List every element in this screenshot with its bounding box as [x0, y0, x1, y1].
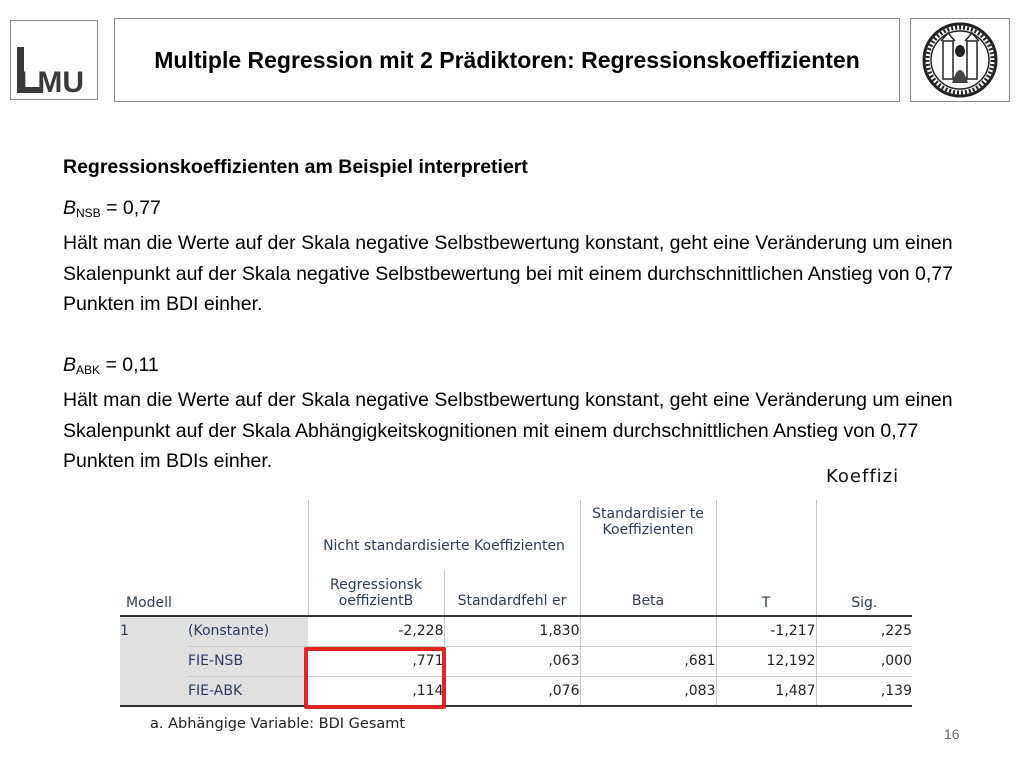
header-beta: Beta — [580, 570, 716, 616]
section-heading: Regressionskoeffizienten am Beispiel interpretiert — [63, 156, 528, 178]
highlight-box — [304, 647, 446, 709]
slide-title: Multiple Regression mit 2 Prädiktoren: Regressionskoeffizienten — [114, 18, 900, 102]
university-seal-icon — [919, 21, 1001, 99]
cell-t: 12,192 — [716, 646, 816, 676]
cell-b: -2,228 — [308, 616, 444, 646]
header-t: T — [716, 570, 816, 616]
cell-b: ,771 — [308, 646, 444, 676]
cell-b: ,114 — [308, 676, 444, 706]
model-number: 1 — [120, 616, 188, 706]
university-seal — [910, 18, 1010, 102]
cell-t: -1,217 — [716, 616, 816, 646]
table-row — [120, 646, 912, 676]
cell-se: ,076 — [444, 676, 580, 706]
lmu-logo-icon — [11, 21, 97, 99]
header-se: Standardfehl er — [444, 570, 580, 616]
header-standardized: Standardisier te Koeffizienten — [580, 500, 716, 570]
cell-beta: ,083 — [580, 676, 716, 706]
header-modell: Modell — [126, 595, 172, 611]
cell-sig: ,000 — [816, 646, 912, 676]
coefficient-nsb-label: $B_{NSB} = 0,77$ — [63, 196, 161, 220]
cell-sig: ,225 — [816, 616, 912, 646]
cell-se: ,063 — [444, 646, 580, 676]
row-label: FIE-NSB — [188, 646, 308, 676]
cell-se: 1,830 — [444, 616, 580, 646]
header-sig: Sig. — [816, 570, 912, 616]
table-row — [120, 616, 912, 646]
slide-body — [63, 152, 983, 477]
cell-sig: ,139 — [816, 676, 912, 706]
coefficient-abk-label: $B_{ABK} = 0,11$ — [63, 353, 159, 377]
table-row — [120, 676, 912, 706]
row-label: (Konstante) — [188, 616, 308, 646]
coefficients-table — [120, 500, 912, 707]
row-label: FIE-ABK — [188, 676, 308, 706]
coefficient-abk-text: Hält man die Werte auf der Skala negative Selbstbewertung konstant, geht eine Veränderung um einen Skalenpunkt auf der Skala Abhängigkeitskognitionen mit einem durchschnittlichen Anstieg von 0,77 Punkten im BDIs einher. — [63, 389, 953, 472]
header-b: Regressionsk oeffizientB — [308, 570, 444, 616]
page-number: 16 — [944, 726, 960, 742]
cell-beta: ,681 — [580, 646, 716, 676]
lmu-logo — [10, 20, 98, 100]
coefficient-nsb-text: Hält man die Werte auf der Skala negative Selbstbewertung konstant, geht eine Veränderung um einen Skalenpunkt auf der Skala negative Selbstbewertung bei mit einem durchschnittlichen Anstieg von 0,77 Punkten im BDI einher. — [63, 232, 953, 315]
cell-beta — [580, 616, 716, 646]
header-unstandardized: Nicht standardisierte Koeffizienten — [308, 500, 580, 570]
cell-t: 1,487 — [716, 676, 816, 706]
table-footnote: a. Abhängige Variable: BDI Gesamt — [150, 716, 406, 732]
spss-table-title: Koeffizi — [826, 466, 900, 487]
lmu-logo-text: LMU — [19, 66, 84, 99]
